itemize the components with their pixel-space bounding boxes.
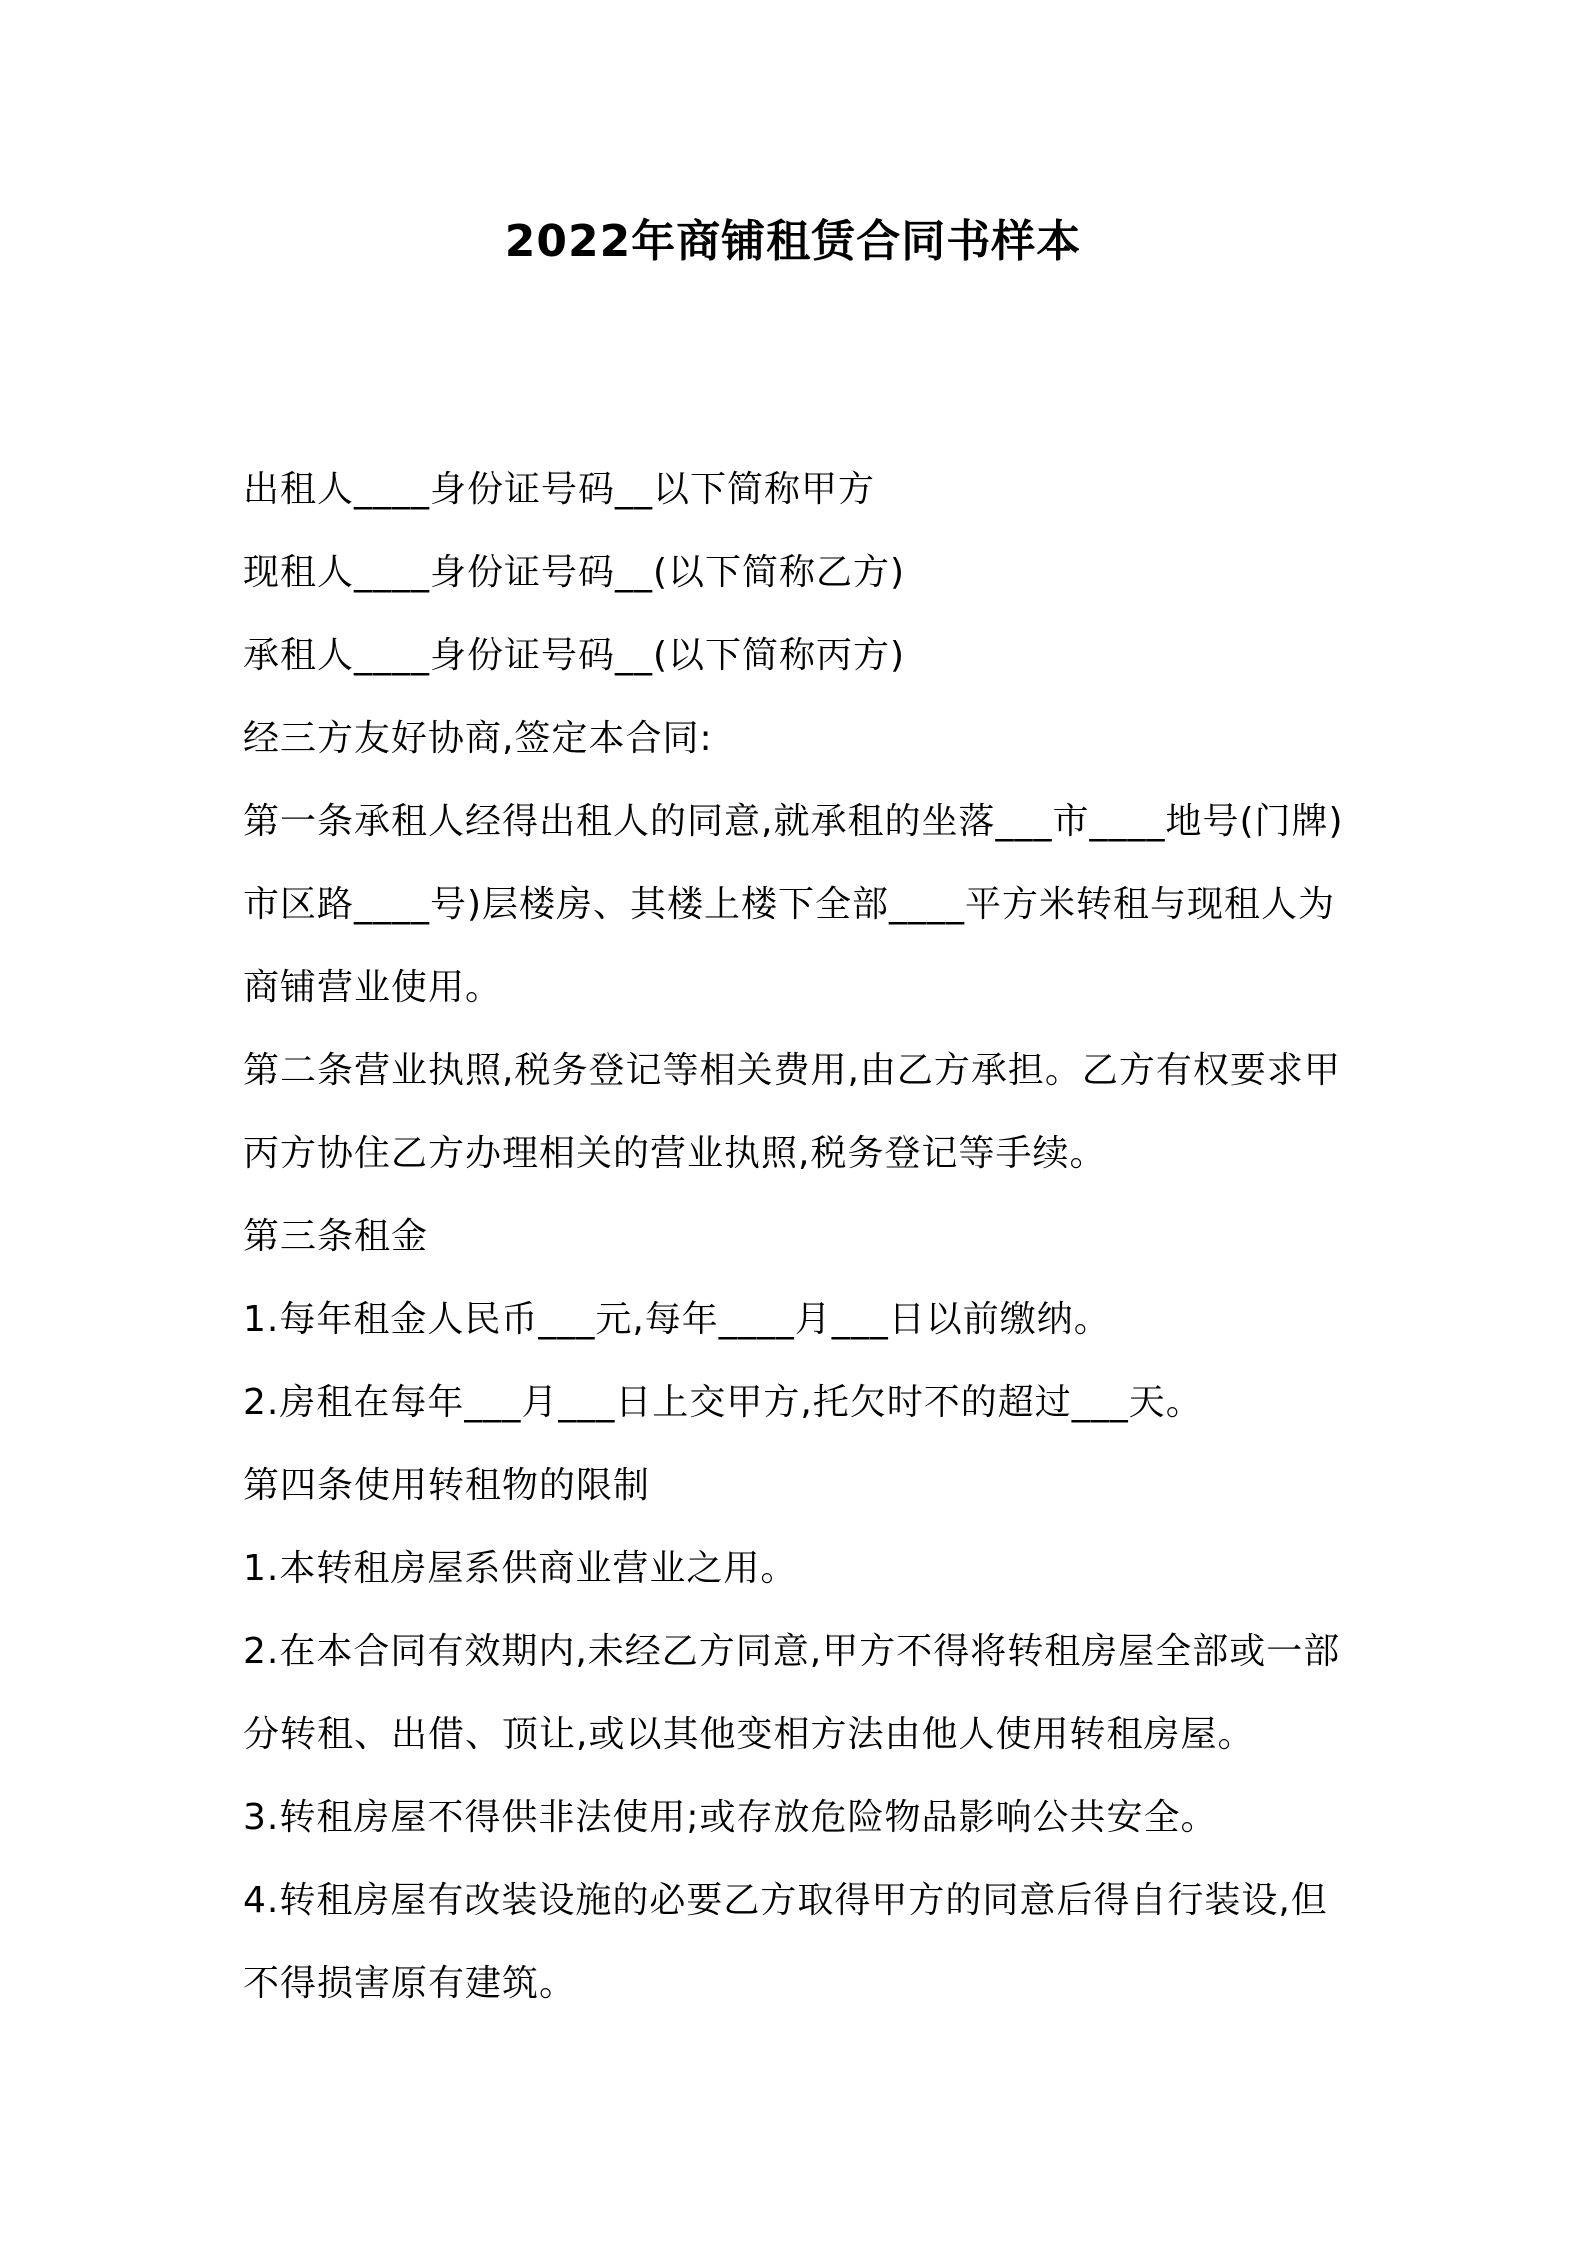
paragraph-lessor: 出租人____身份证号码__以下简称甲方 bbox=[243, 469, 876, 510]
paragraph-article-2: 第二条营业执照,税务登记等相关费用,由乙方承担。乙方有权要求甲丙方协住乙方办理相关的营业执照,税务登记等手续。 bbox=[243, 1050, 1341, 1174]
paragraph-agreement-intro: 经三方友好协商,签定本合同: bbox=[243, 718, 713, 759]
paragraph-current-tenant: 现租人____身份证号码__(以下简称乙方) bbox=[243, 552, 906, 593]
paragraph-article-4-item-2: 2.在本合同有效期内,未经乙方同意,甲方不得将转租房屋全部或一部分转租、出借、顶让,或以其他变相方法由他人使用转租房屋。 bbox=[243, 1631, 1341, 1755]
paragraph-article-3-item-1: 1.每年租金人民币___元,每年____月___日以前缴纳。 bbox=[243, 1299, 1111, 1340]
paragraph-article-4-item-4: 4.转租房屋有改装设施的必要乙方取得甲方的同意后得自行装设,但不得损害原有建筑。 bbox=[243, 1880, 1328, 2004]
paragraph-article-4-item-1: 1.本转租房屋系供商业营业之用。 bbox=[243, 1548, 798, 1589]
paragraph-article-3-heading: 第三条租金 bbox=[243, 1216, 429, 1257]
paragraph-article-4-item-3: 3.转租房屋不得供非法使用;或存放危险物品影响公共安全。 bbox=[243, 1797, 1218, 1838]
paragraph-lessee: 承租人____身份证号码__(以下简称丙方) bbox=[243, 635, 906, 676]
paragraph-article-4-heading: 第四条使用转租物的限制 bbox=[243, 1465, 651, 1506]
document-title: 2022年商铺租赁合同书样本 bbox=[504, 216, 1082, 267]
paragraph-article-1: 第一条承租人经得出租人的同意,就承租的坐落___市____地号(门牌)市区路____号)层楼房、其楼上楼下全部____平方米转租与现租人为商铺营业使用。 bbox=[243, 801, 1344, 1008]
document-body bbox=[243, 448, 1353, 2025]
paragraph-article-3-item-2: 2.房租在每年___月___日上交甲方,托欠时不的超过___天。 bbox=[243, 1382, 1203, 1423]
